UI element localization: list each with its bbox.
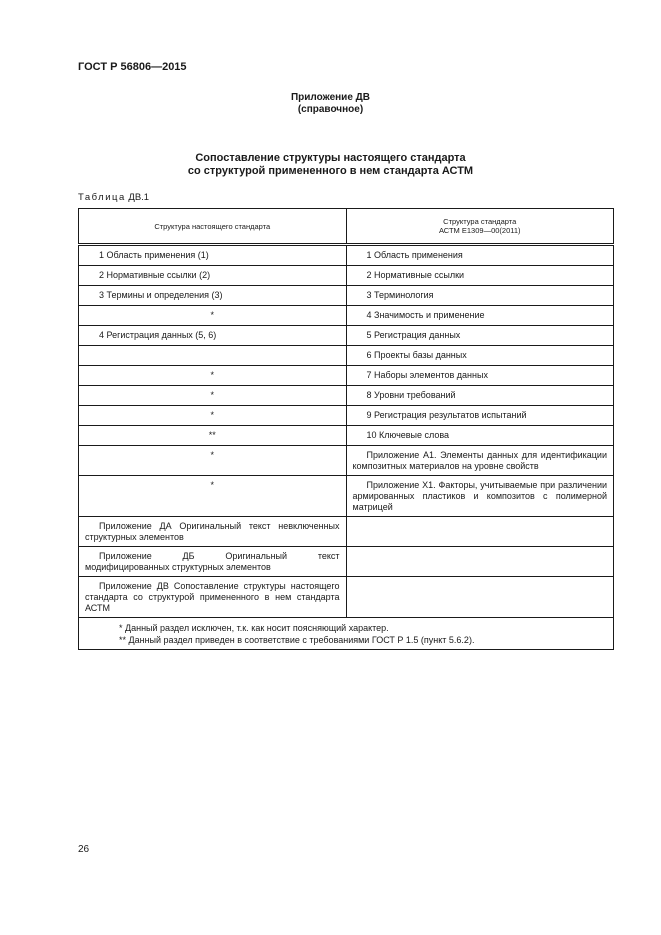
row-1-left: 1 Область применения (1) <box>79 245 347 266</box>
heading-line-2: со структурой примененного в нем стандарта АСТМ <box>187 165 474 177</box>
table-row <box>79 266 614 286</box>
standard-code: ГОСТ Р 56806—2015 <box>78 61 187 73</box>
row-4-left: * <box>79 306 347 326</box>
table-row <box>79 286 614 306</box>
table-row <box>79 517 614 547</box>
row-9-left: * <box>79 406 347 426</box>
row-4-right: 4 Значимость и применение <box>346 306 613 326</box>
col2-header-line-1: Структура стандарта <box>443 217 517 226</box>
annex-title-block <box>0 92 661 116</box>
table-row <box>79 577 614 618</box>
annex-subtitle: (справочное) <box>297 104 364 115</box>
section-heading <box>0 152 661 178</box>
row-8-left: * <box>79 386 347 406</box>
row-8-right: 8 Уровни требований <box>346 386 613 406</box>
col2-header <box>346 209 613 245</box>
row-7-left: * <box>79 366 347 386</box>
table-row <box>79 406 614 426</box>
table-row <box>79 326 614 346</box>
table-row <box>79 346 614 366</box>
row-7-right: 7 Наборы элементов данных <box>346 366 613 386</box>
row-15-right <box>346 577 613 618</box>
row-10-left: ** <box>79 426 347 446</box>
table-row <box>79 426 614 446</box>
row-5-left: 4 Регистрация данных (5, 6) <box>79 326 347 346</box>
row-14-right <box>346 547 613 577</box>
note-2: ** Данный раздел приведен в соответствие с требованиями ГОСТ Р 1.5 (пункт 5.6.2). <box>119 635 475 645</box>
table-row <box>79 476 614 517</box>
row-6-left <box>79 346 347 366</box>
row-6-right: 6 Проекты базы данных <box>346 346 613 366</box>
row-15-left: Приложение ДВ Сопоставление структуры настоящего стандарта со структурой примененного в нем стандарта АСТМ <box>79 577 347 618</box>
table-notes <box>79 618 614 650</box>
row-11-left: * <box>79 446 347 476</box>
row-10-right: 10 Ключевые слова <box>346 426 613 446</box>
row-3-left: 3 Термины и определения (3) <box>79 286 347 306</box>
row-9-right: 9 Регистрация результатов испытаний <box>346 406 613 426</box>
table-notes-row <box>79 618 614 650</box>
table-row <box>79 366 614 386</box>
heading-line-1: Сопоставление структуры настоящего стандарта <box>195 152 466 164</box>
row-14-left: Приложение ДБ Оригинальный текст модифицированных структурных элементов <box>79 547 347 577</box>
table-row <box>79 446 614 476</box>
comparison-table <box>78 208 614 650</box>
table-header-row <box>79 209 614 245</box>
table-row <box>79 245 614 266</box>
table-label-number: ДВ.1 <box>125 192 150 203</box>
row-3-right: 3 Терминология <box>346 286 613 306</box>
row-5-right: 5 Регистрация данных <box>346 326 613 346</box>
row-2-left: 2 Нормативные ссылки (2) <box>79 266 347 286</box>
row-11-right: Приложение А1. Элементы данных для идентификации композитных материалов на уровне свойств <box>346 446 613 476</box>
note-1: * Данный раздел исключен, т.к. как носит поясняющий характер. <box>119 623 389 633</box>
table-label-word: Таблица <box>78 192 126 203</box>
row-13-right <box>346 517 613 547</box>
row-1-right: 1 Область применения <box>346 245 613 266</box>
row-2-right: 2 Нормативные ссылки <box>346 266 613 286</box>
row-12-right: Приложение Х1. Факторы, учитываемые при различении армированных пластиков и композитов с полимерной матрицей <box>346 476 613 517</box>
table-row <box>79 547 614 577</box>
col2-header-line-2: АСТМ E1309—00(2011) <box>438 226 521 235</box>
table-row <box>79 306 614 326</box>
row-13-left: Приложение ДА Оригинальный текст невключенных структурных элементов <box>79 517 347 547</box>
table-row <box>79 386 614 406</box>
page-number: 26 <box>78 844 90 855</box>
table-label <box>78 192 149 203</box>
row-12-left: * <box>79 476 347 517</box>
col1-header: Структура настоящего стандарта <box>79 209 347 245</box>
annex-title: Приложение ДВ <box>290 92 371 103</box>
